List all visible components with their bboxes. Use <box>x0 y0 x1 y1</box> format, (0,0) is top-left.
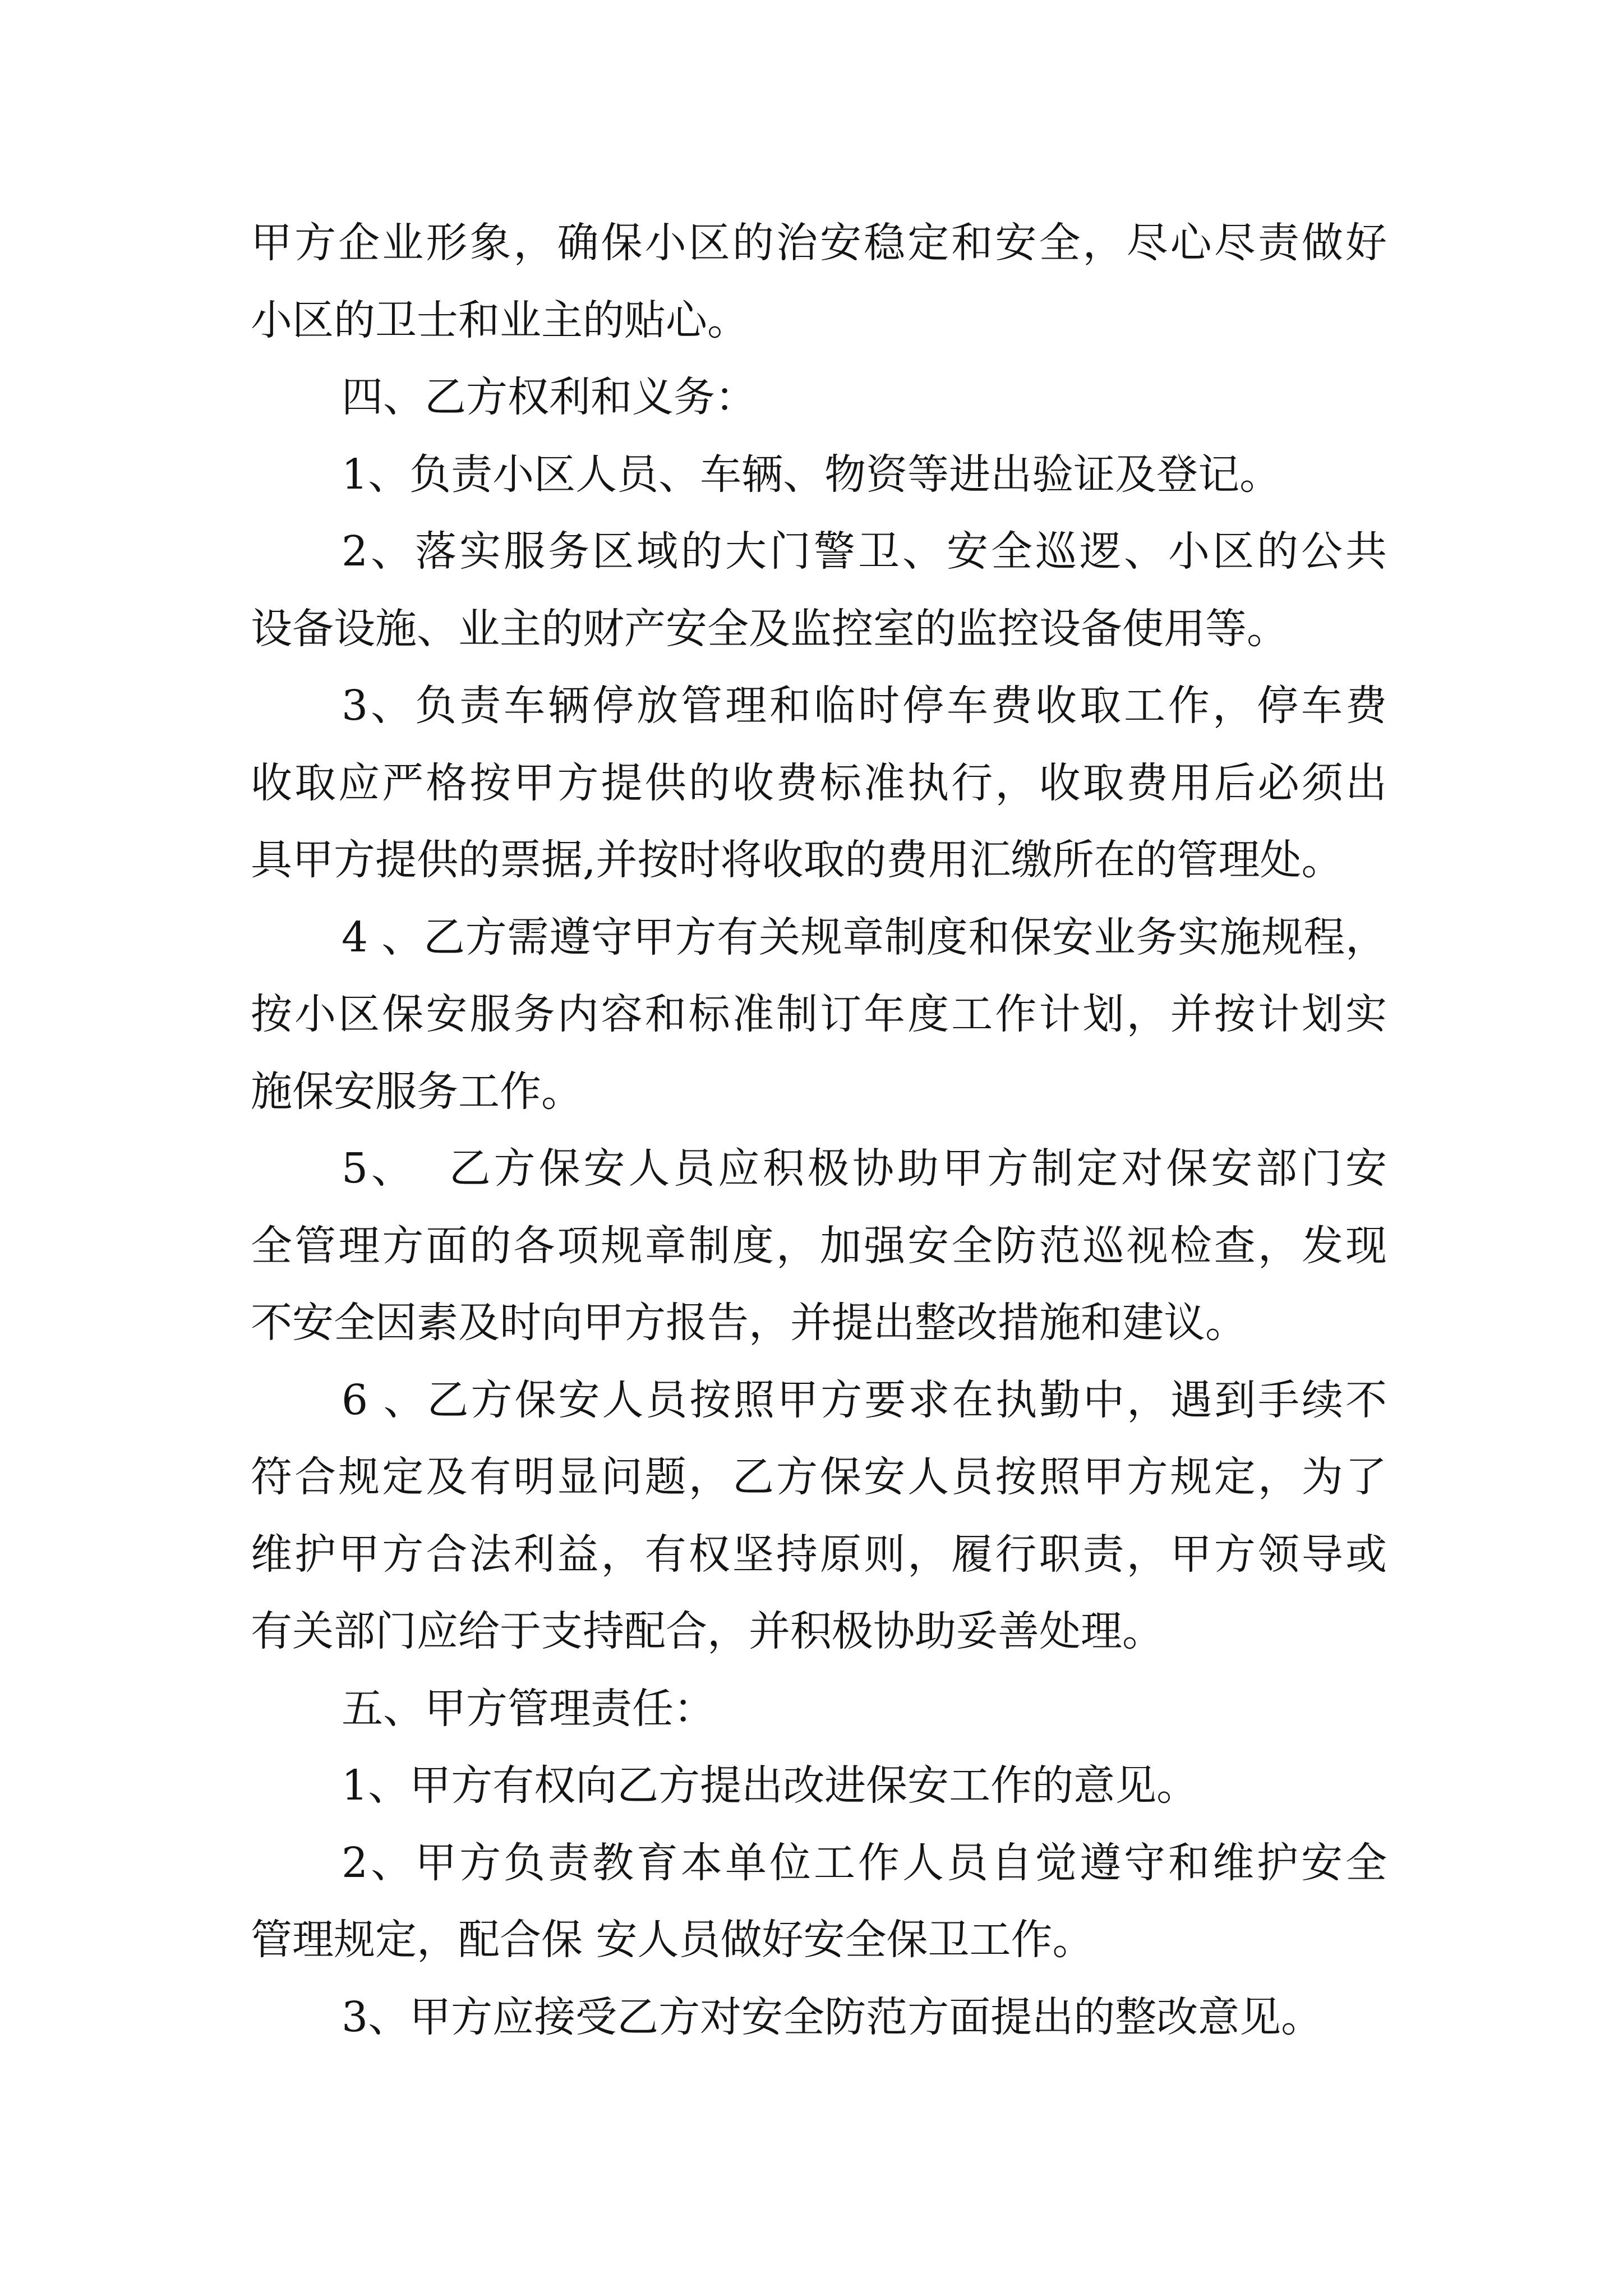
text-line: 1、甲方有权向乙方提出改进保安工作的意见。 <box>342 1761 1198 1810</box>
paragraph-item <box>251 1747 1387 1825</box>
text-line: 收取应严格按甲方提供的收费标准执行，收取费用后必须出 <box>251 758 1387 807</box>
text-line: 全管理方面的各项规章制度，加强安全防范巡视检查，发现 <box>251 1221 1387 1270</box>
text-line: 2、落实服务区域的大门警卫、安全巡逻、小区的公共 <box>342 527 1387 576</box>
text-line: 甲方企业形象，确保小区的治安稳定和安全，尽心尽责做好 <box>251 219 1387 267</box>
text-line: 不安全因素及时向甲方报告，并提出整改措施和建议。 <box>251 1299 1247 1347</box>
paragraph-item <box>251 1130 1387 1362</box>
text-line: 施保安服务工作。 <box>251 1067 583 1116</box>
text-line: 设备设施、业主的财产安全及监控室的监控设备使用等。 <box>251 604 1288 653</box>
paragraph-item <box>251 1362 1387 1671</box>
document-body <box>251 205 1387 2056</box>
text-line: 小区的卫士和业主的贴心。 <box>251 296 749 344</box>
text-line: 管理规定，配合保 安人员做好安全保卫工作。 <box>251 1916 1094 1964</box>
text-line: 符合规定及有明显问题，乙方保安人员按照甲方规定，为了 <box>251 1453 1387 1501</box>
text-line: 4 、乙方需遵守甲方有关规章制度和保安业务实施规程， <box>342 913 1387 961</box>
paragraph-item <box>251 899 1387 1131</box>
text-line: 3、负责车辆停放管理和临时停车费收取工作，停车费 <box>342 682 1387 730</box>
text-line: 具甲方提供的票据,并按时将收取的费用汇缴所在的管理处。 <box>251 836 1343 884</box>
text-line: 按小区保安服务内容和标准制订年度工作计划，并按计划实 <box>251 990 1387 1038</box>
text-line: 有关部门应给于支持配合，并积极协助妥善处理。 <box>251 1607 1164 1655</box>
section-heading-5 <box>251 1671 1387 1748</box>
paragraph-item <box>251 1979 1387 2056</box>
text-line: 1、负责小区人员、车辆、物资等进出验证及登记。 <box>342 450 1281 499</box>
text-line: 2、甲方负责教育本单位工作人员自觉遵守和维护安全 <box>342 1838 1387 1887</box>
text-line: 四、乙方权利和义务： <box>342 373 757 421</box>
paragraph-item <box>251 436 1387 514</box>
text-line: 维护甲方合法利益，有权坚持原则，履行职责，甲方领导或 <box>251 1530 1387 1579</box>
paragraph-item <box>251 1825 1387 1979</box>
text-line: 5、 乙方保安人员应积极协助甲方制定对保安部门安 <box>342 1144 1387 1193</box>
text-line: 3、甲方应接受乙方对安全防范方面提出的整改意见。 <box>342 1993 1323 2041</box>
paragraph-continuation <box>251 205 1387 359</box>
paragraph-item <box>251 668 1387 899</box>
text-line: 五、甲方管理责任： <box>342 1684 715 1733</box>
section-heading-4 <box>251 359 1387 436</box>
paragraph-item <box>251 513 1387 668</box>
text-line: 6 、乙方保安人员按照甲方要求在执勤中，遇到手续不 <box>342 1375 1387 1424</box>
